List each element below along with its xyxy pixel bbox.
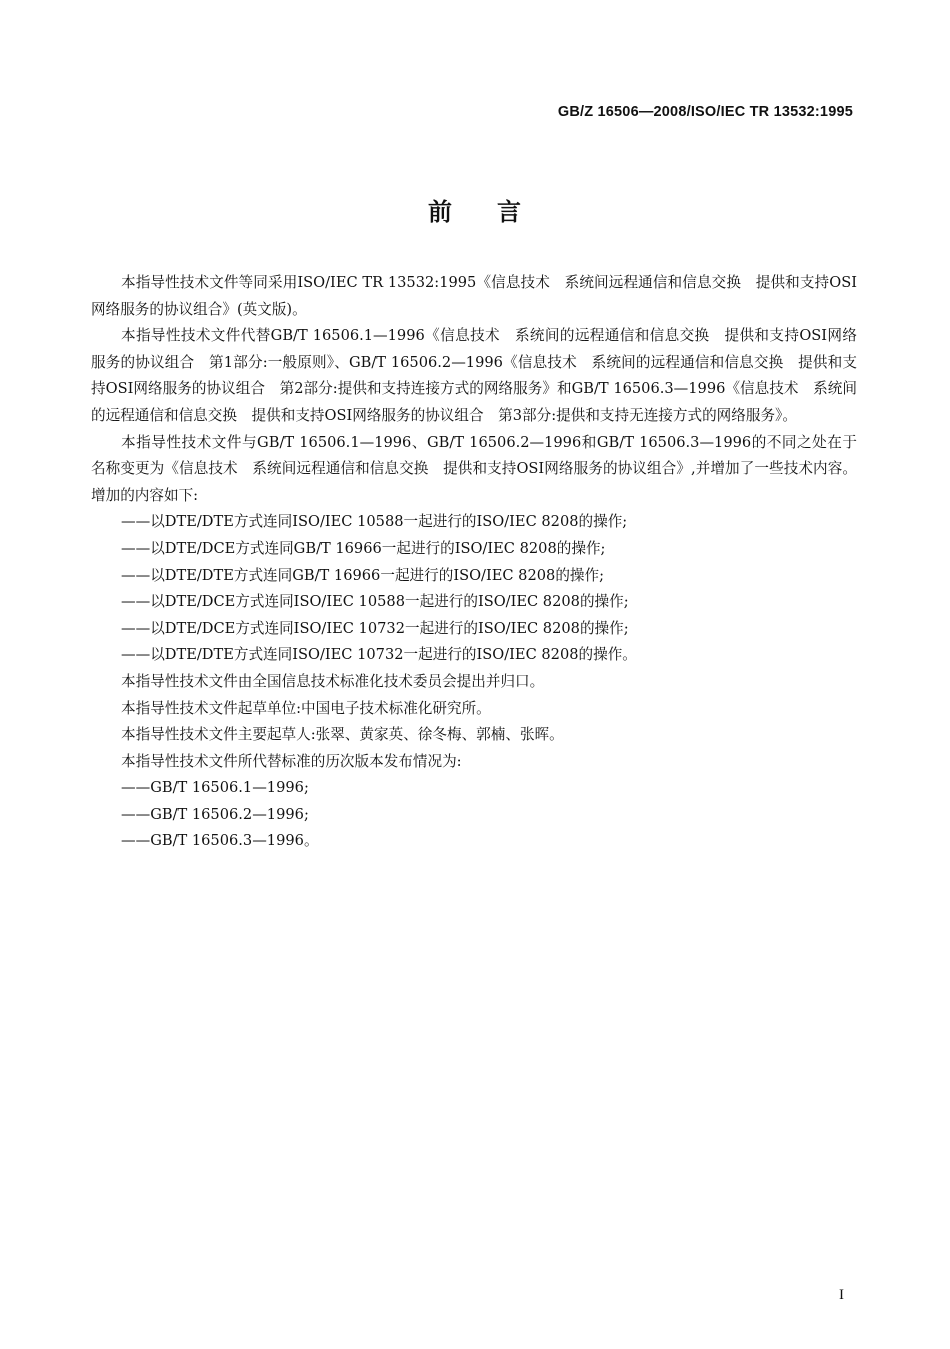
statement-history-intro: 本指导性技术文件所代替标准的历次版本发布情况为: (121, 752, 462, 770)
addition-item: ——以DTE/DCE方式连同GB/T 16966一起进行的ISO/IEC 8208的操作; (121, 539, 606, 557)
statement-proposer: 本指导性技术文件由全国信息技术标准化技术委员会提出并归口。 (121, 672, 545, 690)
page-number: I (839, 1287, 844, 1303)
addition-item: ——以DTE/DTE方式连同ISO/IEC 10588一起进行的ISO/IEC 8208的操作; (121, 513, 628, 531)
statement-drafting-unit: 本指导性技术文件起草单位:中国电子技术标准化研究所。 (121, 699, 491, 717)
addition-item: ——以DTE/DTE方式连同ISO/IEC 10732一起进行的ISO/IEC 8208的操作。 (121, 646, 637, 664)
addition-item: ——以DTE/DTE方式连同GB/T 16966一起进行的ISO/IEC 8208的操作; (121, 566, 605, 584)
page-title (0, 192, 950, 227)
standard-number-header: GB/Z 16506—2008/ISO/IEC TR 13532:1995 (557, 104, 853, 120)
page-title-char-2: 言 (497, 198, 522, 226)
addition-item: ——以DTE/DCE方式连同ISO/IEC 10732一起进行的ISO/IEC 8208的操作; (121, 619, 629, 637)
paragraph-differences: 本指导性技术文件与GB/T 16506.1—1996、GB/T 16506.2—1996和GB/T 16506.3—1996的不同之处在于名称变更为《信息技术 系统间远程通信和信息交换 提供和支持OSI网络服务的协议组合》,并增加了一些技术内容。增加的内容如下: (91, 433, 857, 504)
statement-drafters: 本指导性技术文件主要起草人:张翠、黄家英、徐冬梅、郭楠、张晖。 (121, 726, 564, 744)
foreword-body (91, 270, 857, 855)
paragraph-replacement: 本指导性技术文件代替GB/T 16506.1—1996《信息技术 系统间的远程通信和信息交换 提供和支持OSI网络服务的协议组合 第1部分:一般原则》、GB/T 16506.2—1996《信息技术 系统间的远程通信和信息交换 提供和支持OSI网络服务的协议组合 第2部分:提供和支持连接方式的网络服务》和GB/T 16506.3—1996《信息技术 系统间的远程通信和信息交换 提供和支持OSI网络服务的协议组合 第3部分:提供和支持无连接方式的网络服务》。 (91, 327, 857, 424)
paragraph-adoption: 本指导性技术文件等同采用ISO/IEC TR 13532:1995《信息技术 系统间远程通信和信息交换 提供和支持OSI网络服务的协议组合》(英文版)。 (91, 274, 857, 318)
addition-item: ——以DTE/DCE方式连同ISO/IEC 10588一起进行的ISO/IEC 8208的操作; (121, 593, 629, 611)
history-item: ——GB/T 16506.3—1996。 (121, 832, 319, 850)
page-title-char-1: 前 (428, 198, 453, 226)
history-item: ——GB/T 16506.2—1996; (121, 805, 309, 823)
history-item: ——GB/T 16506.1—1996; (121, 779, 309, 797)
